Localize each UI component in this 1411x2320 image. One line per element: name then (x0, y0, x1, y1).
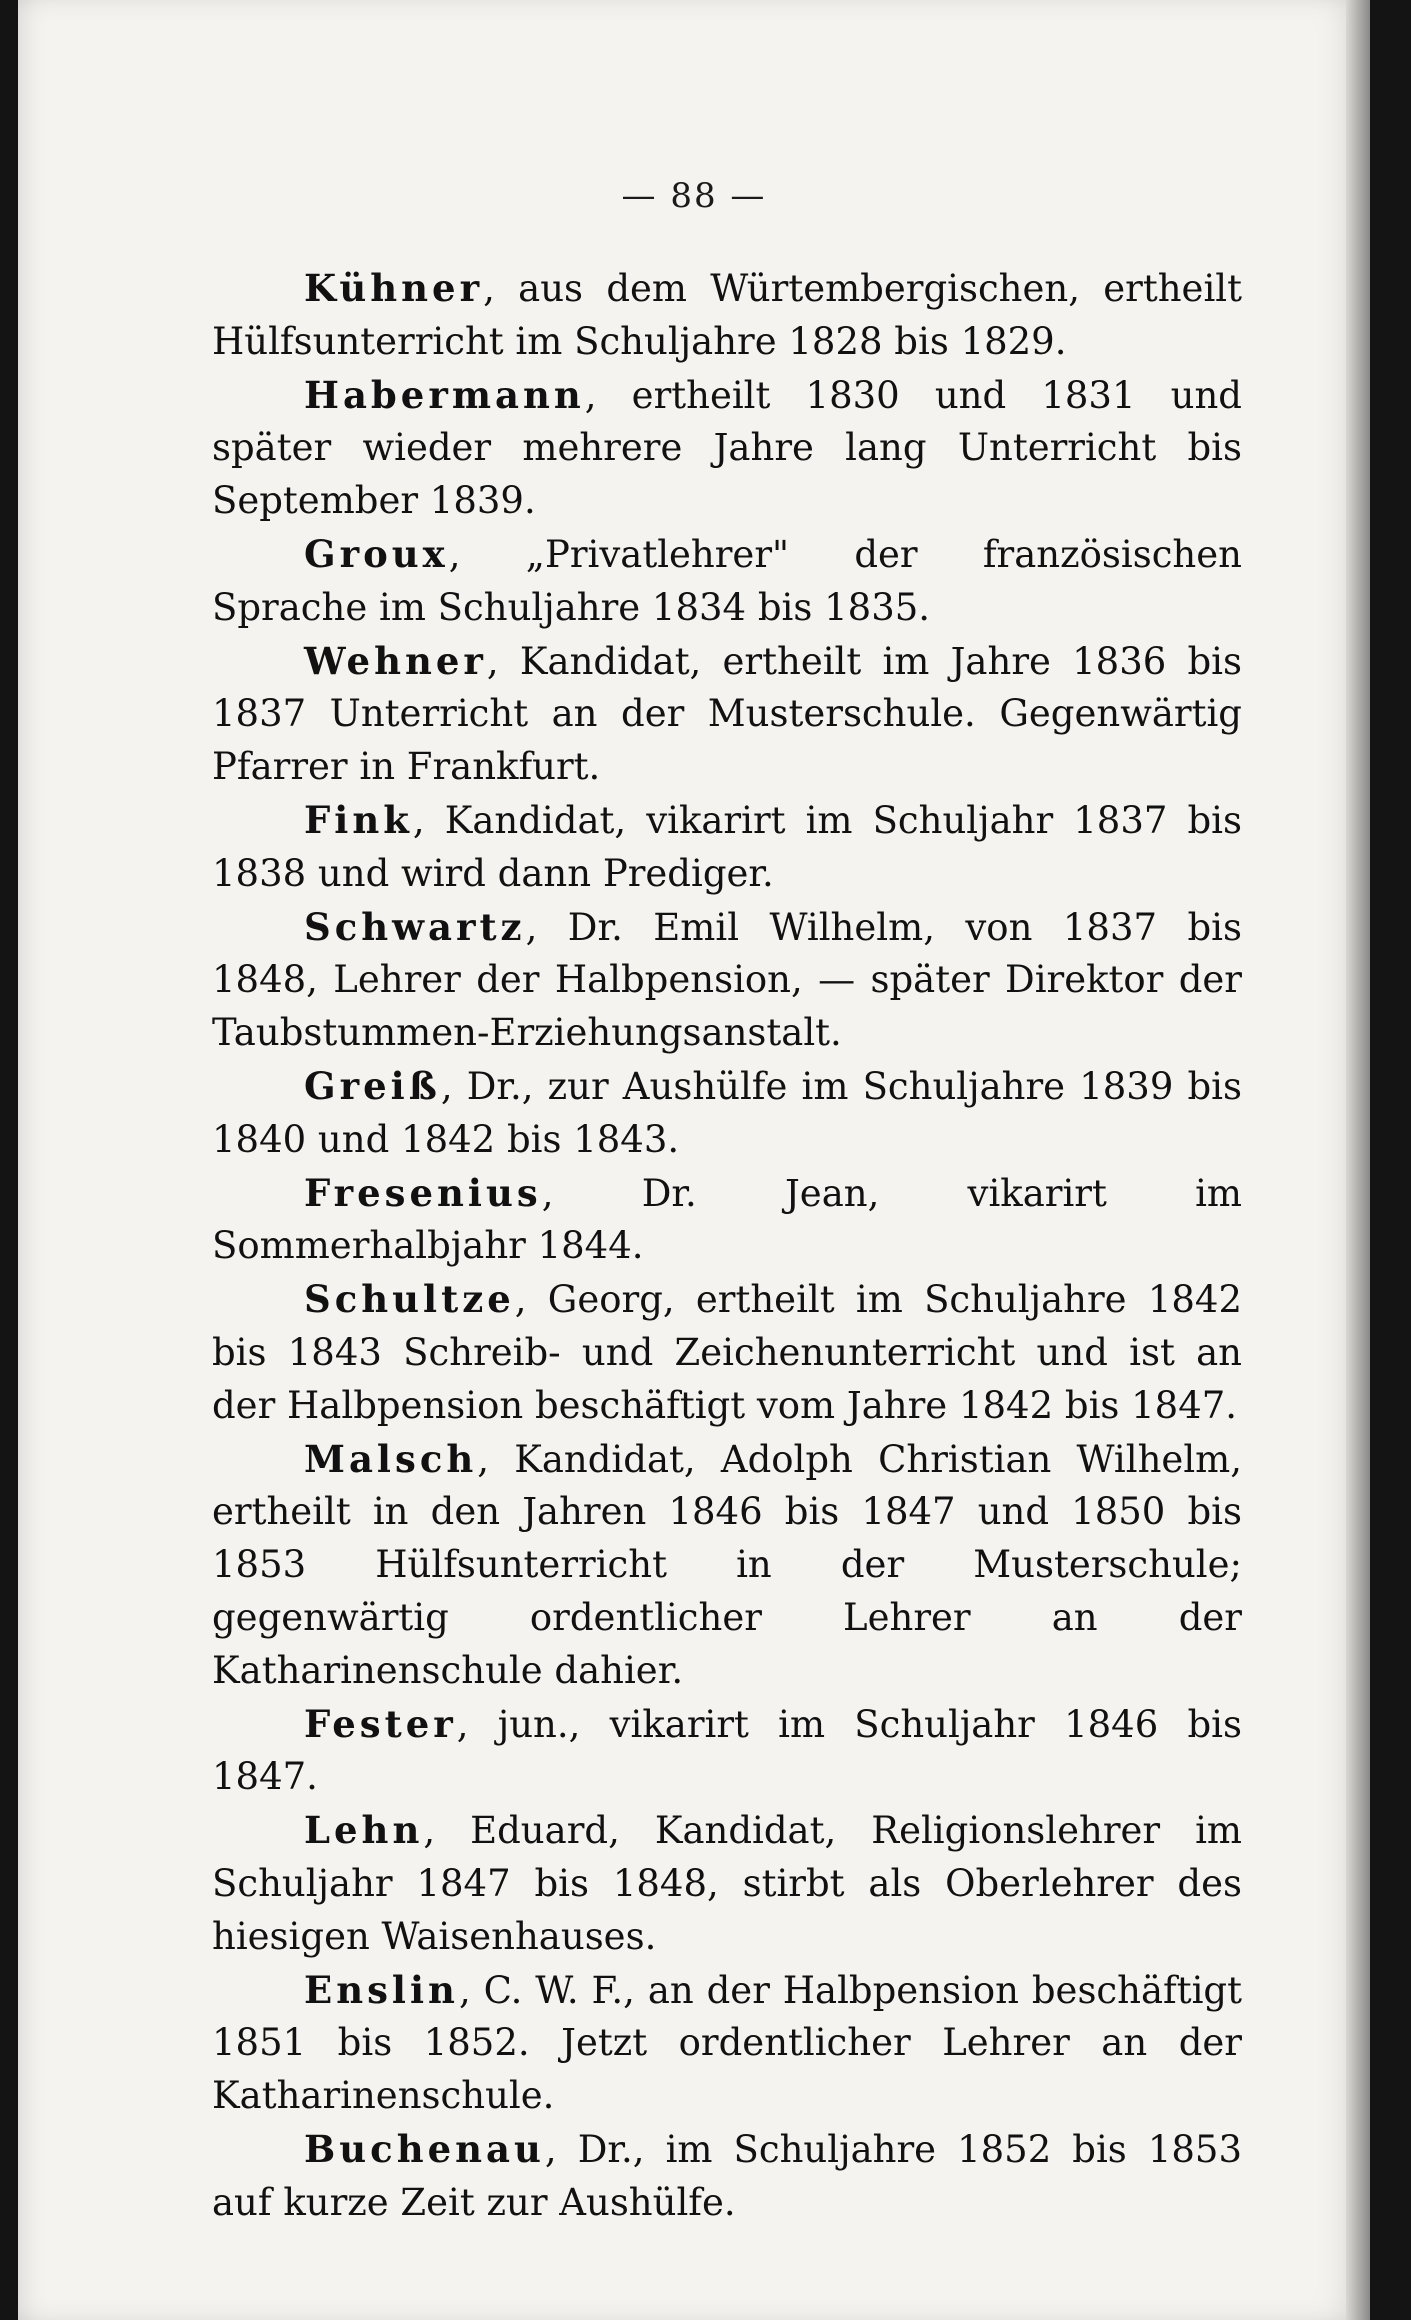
entry-text: , Georg, ertheilt im Schuljahre 1842 bis 1843 Schreib- und Zeichenunterricht und ist an der Halbpension beschäftigt vom Jahre 1842 bis 1847. (212, 1278, 1242, 1427)
entry-text: , Dr. Emil Wilhelm, von 1837 bis 1848, Lehrer der Halbpension, — später Direktor der Taubstummen-Erziehungsanstalt. (212, 905, 1242, 1055)
entry-name: Fester (304, 1701, 457, 1746)
entry-name: Lehn (304, 1808, 424, 1853)
entry-text: , aus dem Würtembergischen, ertheilt Hülfsunterricht im Schuljahre 1828 bis 1829. (212, 267, 1242, 363)
entry-name: Schwartz (304, 904, 526, 949)
entry-name: Fresenius (304, 1170, 542, 1215)
entry-greiss (212, 1060, 1242, 1167)
entry-name: Fink (304, 797, 413, 842)
entry-text: , ertheilt 1830 und 1831 und später wieder mehrere Jahre lang Unterricht bis September 1839. (212, 373, 1242, 523)
entry-text: , Eduard, Kandidat, Religionslehrer im Schuljahr 1847 bis 1848, stirbt als Oberlehrer des hiesigen Waisenhauses. (212, 1809, 1242, 1958)
entry-text: , Kandidat, ertheilt im Jahre 1836 bis 1837 Unterricht an der Musterschule. Gegenwärtig Pfarrer in Frankfurt. (212, 639, 1242, 789)
entry-malsch (212, 1433, 1242, 1698)
entry-name: Enslin (304, 1967, 459, 2012)
entry-name: Greiß (304, 1063, 441, 1108)
entry-text: , jun., vikarirt im Schuljahr 1846 bis 1847. (212, 1702, 1242, 1799)
entry-text: , C. W. F., an der Halbpension beschäftigt 1851 bis 1852. Jetzt ordentlicher Lehrer an der Katharinenschule. (212, 1968, 1242, 2118)
book-page (18, 0, 1370, 2320)
entry-name: Buchenau (304, 2126, 545, 2171)
entry-schwartz (212, 901, 1242, 1060)
entry-lehn (212, 1804, 1242, 1963)
entry-text: , „Privatlehrer" der französischen Sprache im Schuljahre 1834 bis 1835. (212, 532, 1242, 629)
entry-name: Groux (304, 531, 449, 576)
entry-text: , Dr., im Schuljahre 1852 bis 1853 auf kurze Zeit zur Aushülfe. (212, 2127, 1242, 2224)
entry-kuehner (212, 262, 1242, 369)
entry-fink (212, 794, 1242, 901)
entry-name: Schultze (304, 1277, 515, 1322)
entry-text: , Dr. Jean, vikarirt im Sommerhalbjahr 1844. (212, 1171, 1242, 1268)
entry-fester (212, 1698, 1242, 1805)
entry-name: Malsch (304, 1436, 478, 1481)
entry-name: Habermann (304, 372, 585, 417)
page-spine-shadow (1346, 0, 1370, 2320)
entry-buchenau (212, 2123, 1242, 2230)
entry-text: , Dr., zur Aushülfe im Schuljahre 1839 bis 1840 und 1842 bis 1843. (212, 1064, 1242, 1161)
entry-habermann (212, 369, 1242, 528)
page-body (212, 262, 1242, 2229)
entry-name: Kühner (304, 266, 484, 310)
entry-fresenius (212, 1167, 1242, 1274)
entry-name: Wehner (304, 638, 487, 683)
page-number: — 88 — (621, 176, 767, 216)
entry-text: , Kandidat, Adolph Christian Wilhelm, ertheilt in den Jahren 1846 bis 1847 und 1850 bis 1853 Hülfsunterricht in der Musterschule; gegenwärtig ordentlicher Lehrer an der Katharinenschule dahier. (212, 1437, 1242, 1692)
entry-wehner (212, 635, 1242, 794)
entry-schultze (212, 1273, 1242, 1432)
entry-groux (212, 528, 1242, 635)
entry-text: , Kandidat, vikarirt im Schuljahr 1837 bis 1838 und wird dann Prediger. (212, 798, 1242, 895)
entry-enslin (212, 1964, 1242, 2123)
